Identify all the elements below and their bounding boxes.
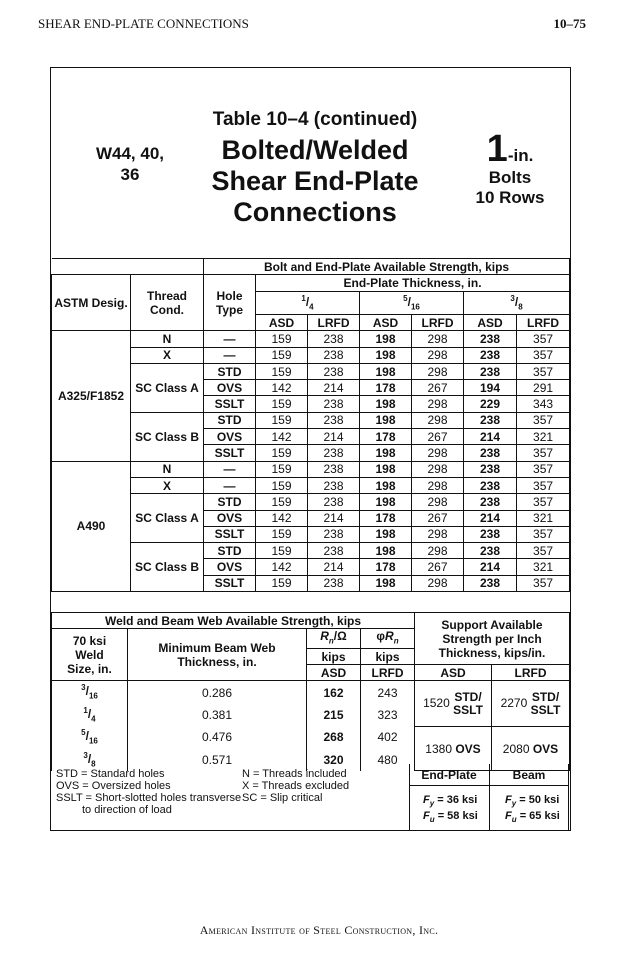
thread-condition: N xyxy=(131,461,204,477)
legend-sslt-cont: to direction of load xyxy=(82,804,172,816)
weld-table-caption: Weld and Beam Web Available Strength, kips xyxy=(52,613,415,629)
kips-lrfd-label: kips xyxy=(361,649,415,665)
strength-value: 321 xyxy=(517,510,570,526)
material-box xyxy=(409,764,569,830)
strength-value: 321 xyxy=(517,559,570,575)
strength-value: 238 xyxy=(308,461,360,477)
strength-value: 159 xyxy=(256,477,308,493)
web-thickness: 0.476 xyxy=(128,726,307,748)
running-head: SHEAR END-PLATE CONNECTIONS xyxy=(38,16,249,31)
strength-value: 214 xyxy=(308,380,360,396)
support-std-lrfd: 2270 STD/ SSLT xyxy=(492,681,570,726)
thread-condition: SC Class A xyxy=(131,363,204,412)
hole-type: SSLT xyxy=(204,575,256,591)
legend-left xyxy=(56,768,246,816)
hole-type: OVS xyxy=(204,380,256,396)
strength-value: 178 xyxy=(360,380,412,396)
strength-value: 159 xyxy=(256,347,308,363)
shape-line2: 36 xyxy=(120,165,140,184)
weld-size: $^3/_{16}$ xyxy=(52,681,128,704)
strength-value: 214 xyxy=(308,510,360,526)
bolt-strength-table xyxy=(51,258,570,592)
weld-lrfd-label: LRFD xyxy=(361,665,415,681)
strength-value: 238 xyxy=(464,347,517,363)
strength-value: 142 xyxy=(256,429,308,445)
lrfd-label-2: LRFD xyxy=(517,314,570,330)
thread-condition: X xyxy=(131,347,204,363)
strength-value: 238 xyxy=(308,477,360,493)
strength-value: 238 xyxy=(308,494,360,510)
support-caption: Support Available Strength per Inch Thickness, kips/in. xyxy=(415,613,570,665)
strength-value: 298 xyxy=(412,331,464,347)
title-line1: Bolted/Welded xyxy=(221,135,409,165)
strength-value: 298 xyxy=(412,494,464,510)
strength-value: 238 xyxy=(464,445,517,461)
thickness-2: $^3/_8$ xyxy=(464,291,570,314)
strength-value: 357 xyxy=(517,477,570,493)
end-plate-label: End-Plate xyxy=(421,768,477,782)
strength-value: 214 xyxy=(308,429,360,445)
strength-value: 238 xyxy=(308,445,360,461)
thickness-1: $^5/_{16}$ xyxy=(360,291,464,314)
hole-type: — xyxy=(204,461,256,477)
asd-label-1: ASD xyxy=(360,314,412,330)
strength-value: 159 xyxy=(256,543,308,559)
hole-type: STD xyxy=(204,494,256,510)
table-row xyxy=(52,461,570,477)
weld-lrfd-value: 243 xyxy=(361,681,415,704)
end-plate-props: $F_y = 36$ ksi $F_u = 58$ ksi xyxy=(423,794,478,825)
strength-value: 214 xyxy=(464,559,517,575)
strength-value: 214 xyxy=(464,510,517,526)
fy-end-plate: = 36 ksi xyxy=(437,794,478,806)
strength-value: 298 xyxy=(412,412,464,428)
strength-value: 357 xyxy=(517,347,570,363)
asd-label-0: ASD xyxy=(256,314,308,330)
strength-value: 238 xyxy=(308,412,360,428)
strength-value: 238 xyxy=(464,412,517,428)
hole-type: OVS xyxy=(204,429,256,445)
fu-beam: = 65 ksi xyxy=(519,810,560,823)
title-line2: Shear End-Plate xyxy=(211,166,419,196)
weld-lrfd-value: 480 xyxy=(361,749,415,771)
strength-value: 198 xyxy=(360,575,412,591)
phi-rn-label: $\varphi R_n$ xyxy=(361,629,415,649)
strength-value: 198 xyxy=(360,543,412,559)
weld-row xyxy=(52,726,570,748)
strength-value: 238 xyxy=(308,526,360,542)
title-line3: Connections xyxy=(233,197,397,227)
weld-lrfd-value: 402 xyxy=(361,726,415,748)
strength-value: 357 xyxy=(517,494,570,510)
hole-type: STD xyxy=(204,412,256,428)
strength-value: 238 xyxy=(308,543,360,559)
strength-value: 298 xyxy=(412,477,464,493)
bolt-size-block xyxy=(460,130,560,208)
thickness-0: $^1/_4$ xyxy=(256,291,360,314)
shape-line1: W44, 40, xyxy=(95,144,165,163)
table-row xyxy=(52,331,570,347)
thread-condition: SC Class B xyxy=(131,412,204,461)
strength-value: 238 xyxy=(308,396,360,412)
strength-value: 267 xyxy=(412,380,464,396)
hole-type: — xyxy=(204,331,256,347)
strength-value: 159 xyxy=(256,461,308,477)
strength-value: 142 xyxy=(256,510,308,526)
strength-value: 267 xyxy=(412,559,464,575)
thread-condition: X xyxy=(131,477,204,493)
weld-asd-value: 215 xyxy=(307,704,361,726)
strength-value: 178 xyxy=(360,429,412,445)
fu-end-plate: = 58 ksi xyxy=(437,810,478,823)
strength-value: 238 xyxy=(464,461,517,477)
bolt-size-bolts: Bolts xyxy=(488,168,532,187)
strength-value: 238 xyxy=(464,494,517,510)
support-lrfd-label: LRFD xyxy=(492,665,570,681)
hole-type: OVS xyxy=(204,510,256,526)
strength-value: 298 xyxy=(412,543,464,559)
strength-value: 238 xyxy=(464,331,517,347)
weld-size: $^3/_8$ xyxy=(52,749,128,771)
strength-value: 159 xyxy=(256,445,308,461)
strength-value: 159 xyxy=(256,526,308,542)
strength-value: 178 xyxy=(360,510,412,526)
web-thickness: 0.381 xyxy=(128,704,307,726)
weld-size: $^1/_4$ xyxy=(52,704,128,726)
legend-sslt: SSLT = Short-slotted holes transverse xyxy=(56,792,242,804)
strength-value: 142 xyxy=(256,559,308,575)
hole-type: SSLT xyxy=(204,396,256,412)
support-ovs-asd: 1380 OVS xyxy=(415,726,492,771)
thread-condition: SC Class A xyxy=(131,494,204,543)
weld-asd-label: ASD xyxy=(307,665,361,681)
strength-value: 238 xyxy=(308,331,360,347)
astm-designation: A325/F1852 xyxy=(52,331,131,461)
fy-beam: = 50 ksi xyxy=(519,794,560,806)
page-number: 10–75 xyxy=(553,16,586,31)
strength-value: 343 xyxy=(517,396,570,412)
web-thickness: 0.571 xyxy=(128,749,307,771)
beam-label: Beam xyxy=(512,768,546,782)
thread-condition: N xyxy=(131,331,204,347)
support-asd-label: ASD xyxy=(415,665,492,681)
col-weld-size: 70 ksi Weld Size, in. xyxy=(52,629,128,681)
bolt-strength-body xyxy=(52,259,570,592)
strength-value: 291 xyxy=(517,380,570,396)
lrfd-label-1: LRFD xyxy=(412,314,464,330)
strength-value: 298 xyxy=(412,363,464,379)
thread-condition: SC Class B xyxy=(131,543,204,592)
hole-type: — xyxy=(204,477,256,493)
support-ovs-lrfd: 2080 OVS xyxy=(492,726,570,771)
bolt-size-rows: 10 Rows xyxy=(475,188,545,207)
hole-type: — xyxy=(204,347,256,363)
strength-value: 238 xyxy=(308,575,360,591)
col-hole: Hole Type xyxy=(204,275,256,331)
title-continued: Table 10–4 (continued) xyxy=(212,109,418,130)
bolt-size-number: 1 xyxy=(486,128,508,170)
strength-value: 357 xyxy=(517,412,570,428)
strength-value: 238 xyxy=(464,477,517,493)
strength-value: 321 xyxy=(517,429,570,445)
strength-value: 357 xyxy=(517,461,570,477)
legend-sc: SC = Slip critical xyxy=(242,792,323,804)
strength-value: 357 xyxy=(517,526,570,542)
kips-asd-label: kips xyxy=(307,649,361,665)
strength-value: 267 xyxy=(412,429,464,445)
hole-type: OVS xyxy=(204,559,256,575)
bolt-size-unit: -in. xyxy=(507,146,534,165)
strength-value: 238 xyxy=(308,363,360,379)
shape-label xyxy=(70,143,190,185)
hole-type: SSLT xyxy=(204,445,256,461)
strength-value: 198 xyxy=(360,526,412,542)
thickness-caption: End-Plate Thickness, in. xyxy=(256,275,570,291)
strength-value: 159 xyxy=(256,396,308,412)
hole-type: STD xyxy=(204,543,256,559)
strength-value: 357 xyxy=(517,543,570,559)
strength-value: 238 xyxy=(464,575,517,591)
legend-middle xyxy=(242,768,392,804)
strength-value: 159 xyxy=(256,494,308,510)
title-main xyxy=(190,135,440,228)
strength-value: 214 xyxy=(464,429,517,445)
strength-value: 198 xyxy=(360,396,412,412)
strength-value: 298 xyxy=(412,445,464,461)
weld-asd-value: 320 xyxy=(307,749,361,771)
strength-value: 238 xyxy=(308,347,360,363)
weld-strength-body xyxy=(52,613,570,771)
astm-designation: A490 xyxy=(52,461,131,591)
col-web-thickness: Minimum Beam Web Thickness, in. xyxy=(128,629,307,681)
strength-value: 198 xyxy=(360,347,412,363)
strength-value: 357 xyxy=(517,445,570,461)
strength-value: 159 xyxy=(256,363,308,379)
strength-value: 357 xyxy=(517,331,570,347)
legend-ovs: OVS = Oversized holes xyxy=(56,780,171,792)
support-std-asd: 1520 STD/ SSLT xyxy=(415,681,492,726)
strength-value: 178 xyxy=(360,559,412,575)
legend-n: N = Threads included xyxy=(242,768,347,780)
strength-value: 298 xyxy=(412,575,464,591)
strength-value: 159 xyxy=(256,331,308,347)
strength-value: 194 xyxy=(464,380,517,396)
weld-asd-value: 268 xyxy=(307,726,361,748)
strength-value: 198 xyxy=(360,412,412,428)
strength-value: 159 xyxy=(256,412,308,428)
lrfd-label-0: LRFD xyxy=(308,314,360,330)
strength-value: 298 xyxy=(412,461,464,477)
hole-type: SSLT xyxy=(204,526,256,542)
strength-value: 238 xyxy=(464,543,517,559)
strength-value: 357 xyxy=(517,575,570,591)
col-thread: Thread Cond. xyxy=(131,275,204,331)
strength-value: 238 xyxy=(464,363,517,379)
weld-size: $^5/_{16}$ xyxy=(52,726,128,748)
bolt-table-caption: Bolt and End-Plate Available Strength, kips xyxy=(204,259,570,275)
weld-asd-value: 162 xyxy=(307,681,361,704)
strength-value: 198 xyxy=(360,445,412,461)
legend-x: X = Threads excluded xyxy=(242,780,350,792)
table-title xyxy=(190,108,440,228)
rn-omega-label: $R_n/\Omega$ xyxy=(307,629,361,649)
strength-value: 198 xyxy=(360,477,412,493)
strength-value: 159 xyxy=(256,575,308,591)
strength-value: 238 xyxy=(464,526,517,542)
col-astm: ASTM Desig. xyxy=(52,275,131,331)
weld-lrfd-value: 323 xyxy=(361,704,415,726)
strength-value: 214 xyxy=(308,559,360,575)
asd-label-2: ASD xyxy=(464,314,517,330)
strength-value: 198 xyxy=(360,461,412,477)
material-rule xyxy=(409,785,569,786)
strength-value: 229 xyxy=(464,396,517,412)
legend-std: STD = Standard holes xyxy=(56,768,165,780)
weld-strength-table xyxy=(51,612,570,771)
strength-value: 298 xyxy=(412,396,464,412)
strength-value: 198 xyxy=(360,494,412,510)
strength-value: 198 xyxy=(360,363,412,379)
strength-value: 267 xyxy=(412,510,464,526)
web-thickness: 0.286 xyxy=(128,681,307,704)
strength-value: 298 xyxy=(412,526,464,542)
strength-value: 357 xyxy=(517,363,570,379)
page-footer: American Institute of Steel Construction, Inc. xyxy=(199,923,439,937)
strength-value: 142 xyxy=(256,380,308,396)
strength-value: 198 xyxy=(360,331,412,347)
beam-props: $F_y = 50$ ksi $F_u = 65$ ksi xyxy=(505,794,560,825)
hole-type: STD xyxy=(204,363,256,379)
weld-row xyxy=(52,681,570,704)
strength-value: 298 xyxy=(412,347,464,363)
